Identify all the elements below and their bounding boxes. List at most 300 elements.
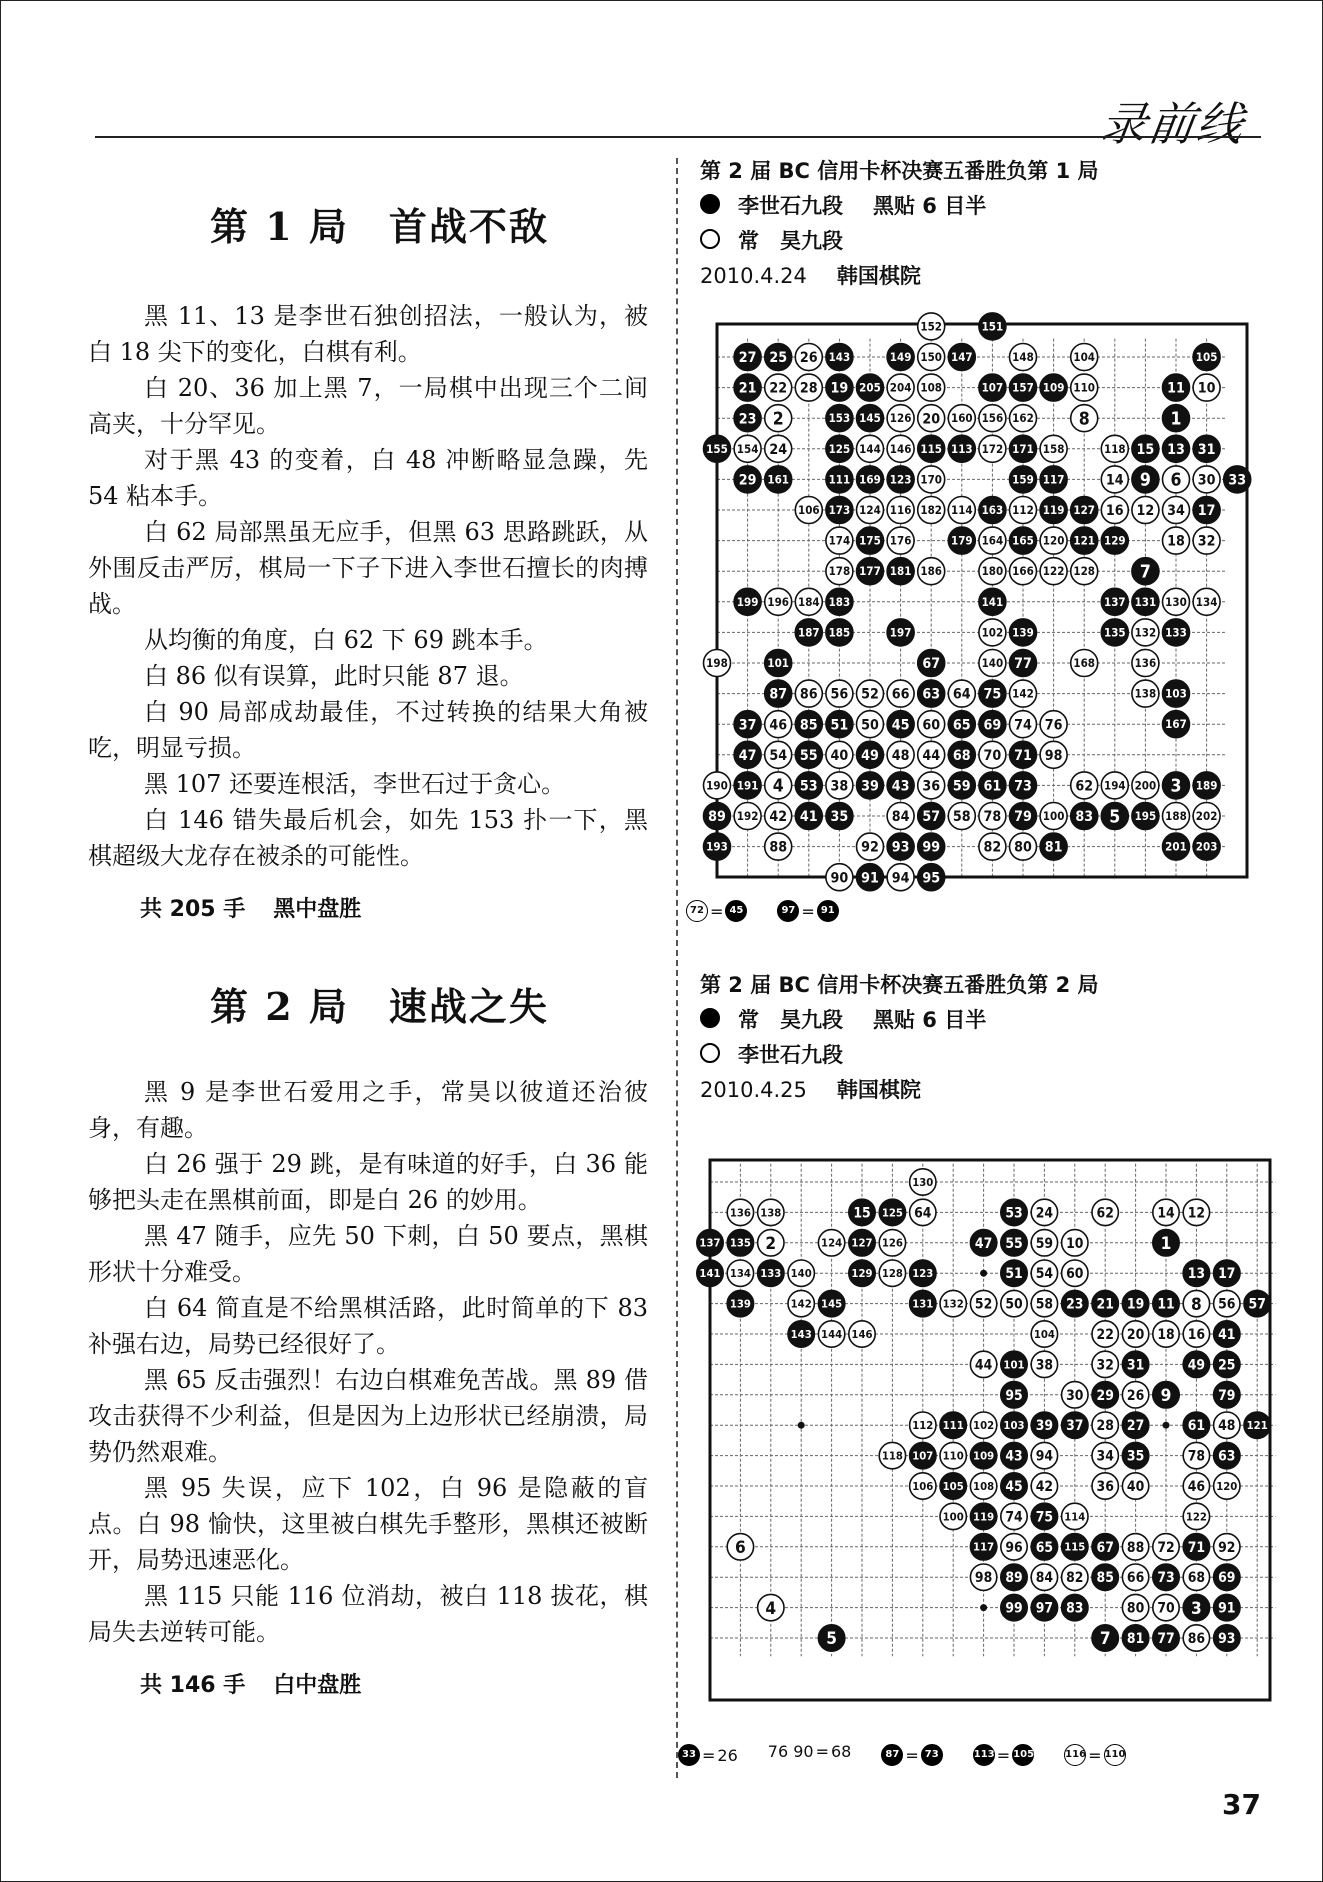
svg-text:6: 6	[735, 1537, 746, 1558]
black-stone	[1040, 833, 1067, 860]
white-stone	[1031, 1351, 1057, 1377]
white-stone	[979, 619, 1006, 646]
black-stone	[826, 497, 853, 524]
white-stone	[795, 588, 822, 615]
svg-text:138: 138	[760, 1206, 782, 1220]
svg-text:92: 92	[861, 839, 879, 856]
black-stone	[795, 772, 822, 799]
white-stone	[1183, 1199, 1209, 1225]
game1-komi: 黑贴 6 目半	[873, 194, 987, 218]
white-stone	[1040, 741, 1067, 768]
game2-title-number: 第 2 局	[210, 984, 349, 1029]
svg-text:60: 60	[922, 717, 941, 734]
white-stone	[727, 1199, 753, 1225]
page-number: 37	[1222, 1788, 1261, 1821]
svg-text:137: 137	[1104, 595, 1126, 609]
svg-text:35: 35	[1126, 1448, 1145, 1465]
svg-text:133: 133	[760, 1267, 782, 1281]
white-stone	[887, 680, 914, 707]
black-stone	[918, 803, 945, 830]
black-stone	[1193, 497, 1220, 524]
black-stone	[734, 344, 761, 371]
svg-text:19: 19	[830, 380, 849, 397]
black-stone	[857, 864, 884, 891]
svg-text:24: 24	[769, 441, 788, 458]
black-stone	[1010, 772, 1037, 799]
black-stone	[887, 772, 914, 799]
white-stone	[758, 1199, 784, 1225]
black-stone	[1244, 1412, 1270, 1438]
white-stone	[1101, 497, 1128, 524]
black-stone	[826, 374, 853, 401]
game1-date-line	[700, 259, 1099, 294]
game1-commentary	[88, 298, 648, 874]
svg-text:88: 88	[1126, 1539, 1145, 1556]
white-stone	[948, 803, 975, 830]
svg-text:18: 18	[1167, 533, 1185, 550]
svg-text:37: 37	[1066, 1418, 1084, 1435]
black-stone	[734, 374, 761, 401]
svg-text:144: 144	[821, 1327, 843, 1341]
svg-text:49: 49	[861, 747, 879, 764]
game1-total-moves: 共 205 手	[140, 897, 246, 922]
black-stone	[857, 374, 884, 401]
svg-text:21: 21	[738, 380, 757, 397]
svg-text:115: 115	[1064, 1540, 1086, 1554]
star-point	[980, 1270, 987, 1277]
black-stone	[1031, 1503, 1057, 1529]
svg-text:108: 108	[920, 381, 943, 395]
game2-notes	[678, 1742, 1156, 1766]
white-stone	[918, 558, 945, 585]
white-stone	[887, 435, 914, 462]
svg-text:133: 133	[1165, 626, 1187, 640]
white-stone	[1183, 1473, 1209, 1499]
svg-text:118: 118	[881, 1449, 904, 1463]
white-stone-icon: 116	[1064, 1744, 1086, 1766]
svg-text:107: 107	[912, 1449, 934, 1463]
black-stone	[818, 1625, 844, 1651]
svg-text:123: 123	[889, 473, 912, 487]
svg-text:126: 126	[881, 1236, 904, 1250]
white-stone	[1092, 1199, 1118, 1225]
svg-text:54: 54	[1035, 1266, 1054, 1283]
black-stone	[1071, 803, 1098, 830]
white-stone	[970, 1351, 996, 1377]
svg-text:135: 135	[729, 1236, 752, 1250]
svg-text:10: 10	[1066, 1235, 1084, 1252]
svg-text:85: 85	[1096, 1570, 1114, 1587]
svg-text:4: 4	[765, 1598, 777, 1619]
svg-text:111: 111	[828, 473, 851, 487]
svg-text:120: 120	[1042, 534, 1065, 548]
svg-text:156: 156	[981, 412, 1004, 426]
black-stone	[1001, 1473, 1027, 1499]
white-stone	[1183, 1321, 1209, 1347]
svg-text:63: 63	[1218, 1448, 1236, 1465]
game2-note	[678, 1744, 738, 1766]
white-stone	[734, 803, 761, 830]
svg-text:44: 44	[922, 747, 941, 764]
game1-para: 白 20、36 加上黑 7，一局棋中出现三个二间高夹，十分罕见。	[88, 374, 648, 438]
svg-text:119: 119	[973, 1510, 995, 1524]
svg-text:108: 108	[973, 1479, 995, 1493]
black-stone	[1001, 1260, 1027, 1286]
black-stone	[910, 1260, 936, 1286]
black-stone	[940, 1412, 966, 1438]
black-stone-icon: 45	[725, 900, 747, 922]
game2-note	[973, 1744, 1034, 1766]
black-stone	[1163, 711, 1190, 738]
white-stone	[826, 680, 853, 707]
game1-para: 白 86 似有误算，此时只能 87 退。	[144, 662, 524, 690]
black-stone	[849, 1260, 875, 1286]
white-stone	[765, 374, 792, 401]
svg-text:158: 158	[1042, 442, 1065, 456]
black-stone	[1071, 497, 1098, 524]
svg-text:139: 139	[729, 1297, 752, 1311]
black-stone	[1163, 435, 1190, 462]
svg-text:30: 30	[1066, 1387, 1084, 1404]
game2-note	[1064, 1744, 1125, 1766]
white-stone	[1010, 558, 1037, 585]
svg-text:74: 74	[1005, 1509, 1023, 1526]
svg-text:86: 86	[1187, 1630, 1206, 1647]
svg-text:9: 9	[1160, 1385, 1172, 1406]
svg-text:91: 91	[1218, 1600, 1236, 1617]
black-stone	[1001, 1412, 1027, 1438]
svg-text:7: 7	[1139, 562, 1151, 583]
black-stone	[734, 405, 761, 432]
game1-title-number: 第 1 局	[210, 204, 349, 249]
white-stone	[970, 1473, 996, 1499]
svg-text:184: 184	[798, 595, 820, 609]
svg-text:3: 3	[1170, 776, 1182, 797]
svg-text:179: 179	[951, 534, 973, 548]
black-stone	[857, 466, 884, 493]
svg-text:19: 19	[1126, 1296, 1145, 1313]
black-stone-icon: 73	[921, 1744, 943, 1766]
svg-text:110: 110	[942, 1449, 964, 1463]
white-stone	[979, 527, 1006, 554]
svg-text:117: 117	[973, 1540, 995, 1554]
game1-para: 对于黑 43 的变着，白 48 冲断略显急躁，先 54 粘本手。	[88, 446, 648, 510]
white-stone	[857, 435, 884, 462]
black-stone	[1122, 1412, 1148, 1438]
svg-text:103: 103	[1165, 687, 1187, 701]
svg-text:8: 8	[1191, 1294, 1202, 1315]
svg-text:46: 46	[1187, 1478, 1206, 1495]
svg-text:96: 96	[1005, 1539, 1023, 1556]
svg-text:132: 132	[942, 1297, 964, 1311]
svg-text:182: 182	[920, 503, 943, 517]
svg-text:29: 29	[738, 472, 757, 489]
black-stone	[1163, 833, 1190, 860]
black-stone	[887, 344, 914, 371]
svg-text:77: 77	[1157, 1630, 1175, 1647]
white-stone	[1001, 1290, 1027, 1316]
svg-text:198: 198	[706, 656, 728, 670]
svg-text:143: 143	[828, 350, 851, 364]
black-stone	[727, 1230, 753, 1256]
black-stone	[1122, 1290, 1148, 1316]
header-rule	[95, 136, 1261, 138]
svg-text:201: 201	[1165, 840, 1187, 854]
svg-text:90: 90	[830, 870, 849, 887]
equals-sign: =	[905, 1745, 919, 1765]
svg-text:138: 138	[1134, 687, 1157, 701]
svg-text:127: 127	[1073, 503, 1096, 517]
svg-text:79: 79	[1218, 1387, 1236, 1404]
white-stone	[1040, 527, 1067, 554]
white-stone-icon	[700, 229, 720, 249]
white-stone	[795, 344, 822, 371]
svg-text:109: 109	[1042, 381, 1065, 395]
white-stone	[1163, 527, 1190, 554]
svg-text:73: 73	[1157, 1570, 1175, 1587]
black-stone	[948, 711, 975, 738]
black-stone	[758, 1260, 784, 1286]
white-stone	[887, 374, 914, 401]
svg-text:62: 62	[1075, 778, 1094, 795]
svg-text:135: 135	[1104, 626, 1126, 640]
black-stone	[1183, 1534, 1209, 1560]
white-stone	[887, 497, 914, 524]
svg-text:78: 78	[1187, 1448, 1206, 1465]
svg-text:176: 176	[889, 534, 912, 548]
black-stone	[918, 833, 945, 860]
black-stone-icon: 91	[817, 900, 839, 922]
svg-text:95: 95	[922, 870, 941, 887]
white-stone	[1193, 803, 1220, 830]
svg-text:141: 141	[981, 595, 1004, 609]
svg-text:134: 134	[1195, 595, 1218, 609]
svg-text:89: 89	[1005, 1570, 1023, 1587]
white-stone	[887, 405, 914, 432]
svg-text:69: 69	[983, 717, 1002, 734]
white-stone	[1010, 711, 1037, 738]
svg-text:121: 121	[1073, 534, 1096, 548]
white-stone	[918, 741, 945, 768]
svg-text:67: 67	[922, 656, 941, 673]
svg-text:70: 70	[1157, 1600, 1175, 1617]
svg-text:45: 45	[1005, 1478, 1023, 1495]
black-stone	[1031, 1534, 1057, 1560]
black-stone	[857, 741, 884, 768]
svg-text:175: 175	[859, 534, 881, 548]
svg-text:28: 28	[1096, 1418, 1114, 1435]
svg-text:59: 59	[952, 778, 971, 795]
white-stone	[765, 741, 792, 768]
game2-black-player: 常 昊九段	[738, 1008, 843, 1032]
white-stone	[788, 1260, 814, 1286]
black-stone	[1040, 374, 1067, 401]
svg-text:55: 55	[1005, 1235, 1023, 1252]
game1-board	[684, 306, 1274, 906]
game2-commentary	[88, 1074, 648, 1650]
white-stone	[1122, 1382, 1148, 1408]
game1-venue: 韩国棋院	[836, 264, 921, 288]
black-stone	[1062, 1594, 1088, 1620]
svg-text:186: 186	[920, 565, 943, 579]
svg-text:53: 53	[799, 778, 818, 795]
svg-text:32: 32	[1197, 533, 1216, 550]
svg-text:162: 162	[1012, 412, 1034, 426]
svg-text:77: 77	[1014, 656, 1032, 673]
black-stone	[795, 803, 822, 830]
black-stone	[979, 711, 1006, 738]
svg-text:65: 65	[1035, 1539, 1054, 1556]
svg-text:43: 43	[1005, 1448, 1023, 1465]
svg-text:8: 8	[1078, 409, 1090, 430]
svg-text:4: 4	[772, 776, 784, 797]
svg-text:112: 112	[1012, 503, 1034, 517]
svg-text:12: 12	[1187, 1205, 1206, 1222]
svg-text:151: 151	[981, 320, 1004, 334]
star-point	[798, 1422, 805, 1429]
svg-text:31: 31	[1197, 441, 1216, 458]
black-stone	[1132, 466, 1159, 493]
black-stone	[857, 405, 884, 432]
svg-text:58: 58	[1035, 1296, 1054, 1313]
svg-text:134: 134	[729, 1267, 752, 1281]
svg-text:157: 157	[1012, 381, 1034, 395]
black-stone-icon: 113	[973, 1744, 995, 1766]
game2-date: 2010.4.25	[700, 1078, 807, 1102]
black-stone	[1122, 1351, 1148, 1377]
svg-text:147: 147	[951, 350, 973, 364]
white-stone	[948, 680, 975, 707]
black-stone	[1010, 619, 1037, 646]
svg-text:26: 26	[1126, 1387, 1145, 1404]
game2-white-player: 李世石九段	[738, 1043, 843, 1067]
svg-text:72: 72	[1157, 1539, 1175, 1556]
black-stone	[948, 772, 975, 799]
white-stone	[1010, 833, 1037, 860]
white-stone	[1031, 1473, 1057, 1499]
equals-sign: =	[702, 1745, 716, 1765]
black-stone	[1010, 466, 1037, 493]
white-stone	[1132, 680, 1159, 707]
svg-text:150: 150	[920, 350, 943, 364]
svg-text:69: 69	[1218, 1570, 1236, 1587]
black-stone	[1153, 1290, 1179, 1316]
svg-text:28: 28	[799, 380, 818, 397]
svg-text:48: 48	[891, 747, 910, 764]
star-point	[980, 1604, 987, 1611]
white-stone	[1071, 772, 1098, 799]
white-stone	[1031, 1290, 1057, 1316]
white-stone-icon: 72	[686, 900, 708, 922]
equals-sign: =	[996, 1745, 1011, 1765]
black-stone	[979, 680, 1006, 707]
svg-text:61: 61	[983, 778, 1002, 795]
white-stone	[940, 1503, 966, 1529]
svg-text:52: 52	[974, 1296, 993, 1313]
black-stone	[1092, 1290, 1118, 1316]
svg-text:71: 71	[1187, 1539, 1206, 1556]
white-stone	[1183, 1625, 1209, 1651]
white-stone	[1001, 1534, 1027, 1560]
black-stone	[1183, 1594, 1209, 1620]
svg-text:92: 92	[1218, 1539, 1236, 1556]
white-stone	[765, 803, 792, 830]
white-stone	[979, 741, 1006, 768]
black-stone-icon: 33	[678, 1744, 700, 1766]
svg-text:129: 129	[851, 1267, 873, 1281]
white-stone	[1071, 405, 1098, 432]
black-stone	[1092, 1564, 1118, 1590]
white-stone	[940, 1442, 966, 1468]
game1-black-player: 李世石九段	[738, 194, 843, 218]
black-stone-icon: 105	[1012, 1744, 1034, 1766]
white-stone	[1031, 1321, 1057, 1347]
equals-sign: =	[710, 901, 724, 921]
svg-text:202: 202	[1195, 809, 1218, 823]
black-stone	[1163, 619, 1190, 646]
svg-text:6: 6	[1170, 470, 1182, 491]
white-stone	[1153, 1321, 1179, 1347]
game2-result: 白中盘胜	[273, 1673, 362, 1698]
white-stone	[1214, 1473, 1240, 1499]
black-stone	[1153, 1564, 1179, 1590]
svg-text:185: 185	[828, 626, 851, 640]
black-stone	[1163, 772, 1190, 799]
svg-text:105: 105	[942, 1479, 964, 1493]
black-stone	[1062, 1534, 1088, 1560]
black-stone	[979, 588, 1006, 615]
svg-text:5: 5	[1109, 807, 1121, 828]
black-stone	[849, 1199, 875, 1225]
svg-text:97: 97	[1035, 1600, 1054, 1617]
game2-para: 白 64 简直是不给黑棋活路，此时简单的下 83 补强右边，局势已经很好了。	[88, 1294, 648, 1358]
svg-text:129: 129	[1104, 534, 1126, 548]
black-stone	[918, 680, 945, 707]
svg-text:142: 142	[790, 1297, 812, 1311]
svg-text:112: 112	[912, 1419, 934, 1433]
white-stone	[1183, 1442, 1209, 1468]
white-stone	[1040, 803, 1067, 830]
svg-text:88: 88	[769, 839, 788, 856]
svg-text:25: 25	[1218, 1357, 1236, 1374]
game2-white-line	[700, 1038, 1099, 1073]
black-stone	[1010, 527, 1037, 554]
svg-text:94: 94	[1035, 1448, 1054, 1465]
white-stone	[948, 405, 975, 432]
black-stone	[734, 466, 761, 493]
black-stone	[765, 650, 792, 677]
svg-text:163: 163	[981, 503, 1004, 517]
svg-text:3: 3	[1191, 1598, 1202, 1619]
svg-text:101: 101	[1003, 1358, 1025, 1372]
svg-text:159: 159	[1012, 473, 1034, 487]
svg-text:9: 9	[1139, 470, 1151, 491]
svg-text:1: 1	[1170, 409, 1182, 430]
black-stone	[1092, 1534, 1118, 1560]
svg-text:15: 15	[1136, 441, 1155, 458]
svg-text:126: 126	[889, 412, 912, 426]
svg-text:18: 18	[1157, 1326, 1175, 1343]
svg-text:40: 40	[830, 747, 849, 764]
black-stone	[948, 435, 975, 462]
black-stone	[1214, 1564, 1240, 1590]
game2-para: 黑 95 失误，应下 102，白 96 是隐蔽的盲点。白 98 愉快，这里被白棋先手整形，黑棋还被断开，局势迅速恶化。	[88, 1474, 648, 1574]
svg-text:93: 93	[1218, 1630, 1236, 1647]
white-stone	[1071, 558, 1098, 585]
svg-text:50: 50	[861, 717, 879, 734]
white-stone	[1040, 711, 1067, 738]
black-stone	[1214, 1594, 1240, 1620]
